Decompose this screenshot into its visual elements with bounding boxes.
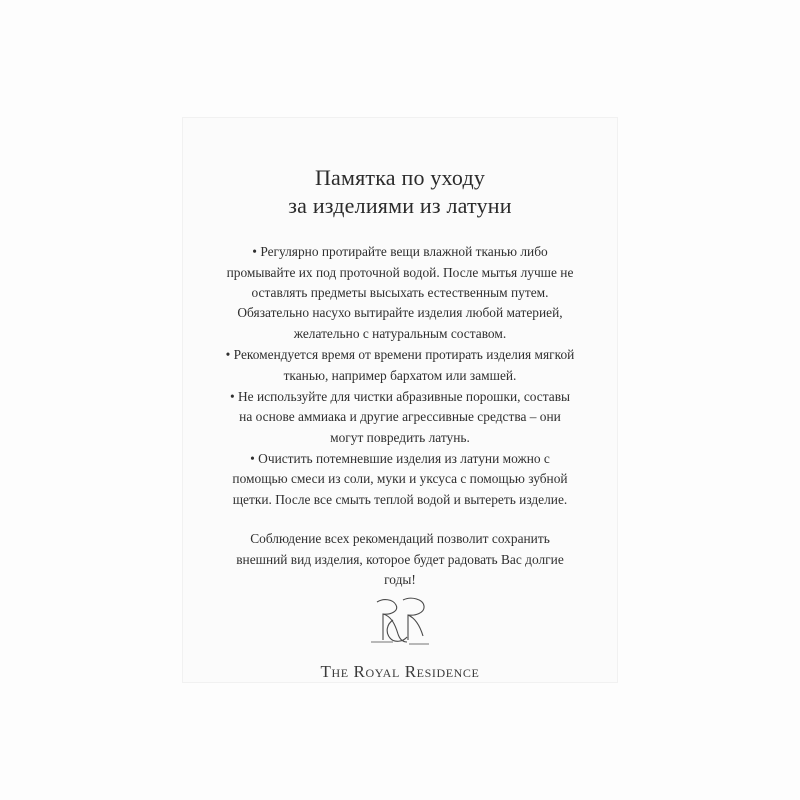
brand-footer: [223, 590, 577, 688]
list-item: • Очистить потемневшие изделия из латуни можно с помощью смеси из соли, муки и уксуса с помощью зубной щетки. После все смыть теплой водой и вытереть изделие.: [232, 451, 568, 507]
brand-name: The Royal Residence: [320, 662, 480, 682]
list-item: • Регулярно протирайте вещи влажной тканью либо промывайте их под проточной водой. После мытья лучше не оставлять предметы высыхать естественным путем. Обязательно насухо вытирайте изделия любой материей, желательно с натуральным составом.: [226, 244, 574, 341]
list-item: • Рекомендуется время от времени протирать изделия мягкой тканью, например бархатом или замшей.: [225, 347, 575, 383]
care-instruction-card: [183, 118, 617, 682]
list-item: • Не используйте для чистки абразивные порошки, составы на основе аммиака и другие агрессивные средства – они могут повредить латунь.: [229, 388, 571, 445]
care-instructions-list: [223, 242, 577, 511]
royal-residence-monogram-icon: [363, 590, 437, 652]
page-title-line-2: за изделиями из латуни: [288, 193, 512, 219]
card-content: [183, 118, 617, 682]
closing-note: Соблюдение всех рекомендаций позволит сохранить внешний вид изделия, которое будет радовать Вас долгие годы!: [236, 531, 564, 587]
page-title-line-1: Памятка по уходу: [314, 165, 486, 190]
page-title: [223, 164, 577, 220]
